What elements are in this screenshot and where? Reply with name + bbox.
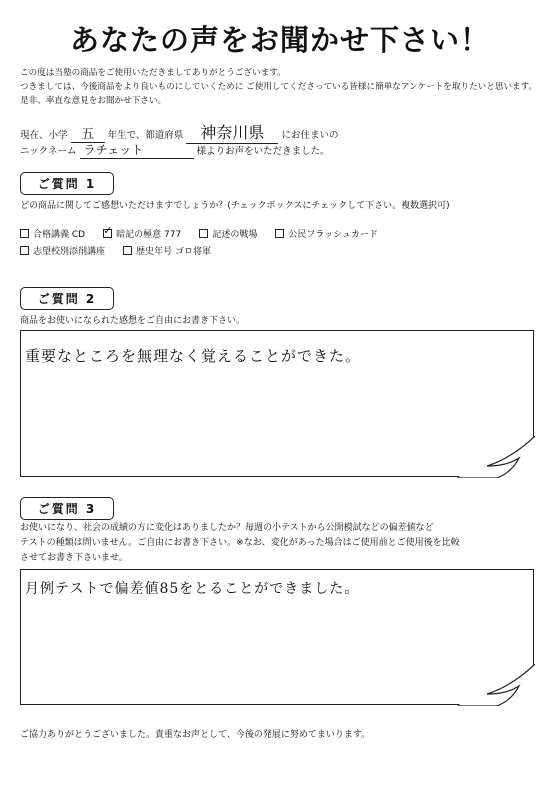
- question-3-label: ご質問 3: [20, 497, 114, 520]
- option-shiboukou-tensaku[interactable]: 志望校別添削講座: [20, 244, 105, 257]
- info-grade-suffix: 年生で、都道府県: [107, 130, 184, 141]
- nickname-suffix: 様よりお声をいただきました。: [196, 146, 330, 157]
- checkbox[interactable]: [123, 246, 132, 255]
- question-3-text-line: お使いになり、社会の成績の方に変化はありましたか？毎週の小テストから公開模試などの偏差値など: [20, 523, 434, 533]
- intro-line: つきましては、今後商品をより良いものにしていくために ご使用してくださっている皆様に簡単なアンケートを取りたいと思います。: [20, 82, 538, 92]
- page-curl-icon: [457, 436, 535, 478]
- prefecture-field: 神奈川県: [186, 120, 278, 144]
- check-mark-icon: ✓: [103, 224, 113, 237]
- footer-thanks: ご協力ありがとうございました。貴重なお声として、今後の発展に努めてまいります。: [20, 730, 371, 740]
- question-3-answer: 月例テストで偏差値85をとることができました。: [25, 581, 360, 597]
- checkbox-checked[interactable]: [103, 224, 113, 238]
- option-anki-777[interactable]: ✓ 暗記の極意 777: [103, 224, 182, 240]
- question-1-options-row2: [20, 239, 224, 258]
- intro-line: 是非、率直な意見をお聞かせ下さい。: [20, 96, 167, 106]
- question-2-answer: 重要なところを無理なく覚えることができた。: [25, 347, 362, 365]
- question-2-text: 商品をお使いになられた感想をご自由にお書き下さい。: [20, 316, 246, 326]
- intro-line: この度は当塾の商品をご使用いただきましてありがとうございます。: [20, 68, 286, 78]
- info-prefix: 現在、小学: [20, 130, 68, 141]
- info-residence-suffix: にお住まいの: [281, 130, 339, 141]
- question-2-answer-box[interactable]: [20, 330, 534, 477]
- nickname-field: ラチェット: [80, 141, 194, 159]
- nickname-line: [20, 141, 330, 159]
- intro-text: [20, 66, 545, 108]
- question-3-text-line: させてお書き下さいませ。: [20, 553, 128, 563]
- question-1-text: どの商品に関してご感想いただけますでしょうか？(チェックボックスにチェックして下さい。複数選択可): [20, 201, 450, 211]
- page-title: あなたの声をお聞かせ下さい！: [69, 23, 490, 57]
- checkbox[interactable]: [20, 246, 29, 255]
- grade-field: 五: [71, 123, 105, 143]
- nickname-label: ニックネーム: [20, 146, 77, 157]
- option-rekishi-nengou[interactable]: 歴史年号 ゴロ将軍: [123, 244, 211, 257]
- option-kijutsu[interactable]: 記述の戦場: [199, 227, 257, 240]
- option-koumin-flashcard[interactable]: 公民フラッシュカード: [275, 227, 378, 240]
- checkbox[interactable]: [199, 229, 208, 238]
- question-3-text-line: テストの種類は問いません。ご自由にお書き下さい。※なお、変化があった場合はご使用前とご使用後を比較: [20, 538, 460, 548]
- page-curl-icon: [457, 664, 535, 706]
- question-2-label: ご質問 2: [20, 287, 114, 310]
- question-1-label: ご質問 1: [20, 172, 114, 195]
- question-3-text: [20, 521, 460, 566]
- option-goukaku-cd[interactable]: 合格講義 CD: [20, 227, 85, 240]
- question-3-answer-box[interactable]: [20, 569, 534, 705]
- checkbox[interactable]: [20, 229, 29, 238]
- checkbox[interactable]: [275, 229, 284, 238]
